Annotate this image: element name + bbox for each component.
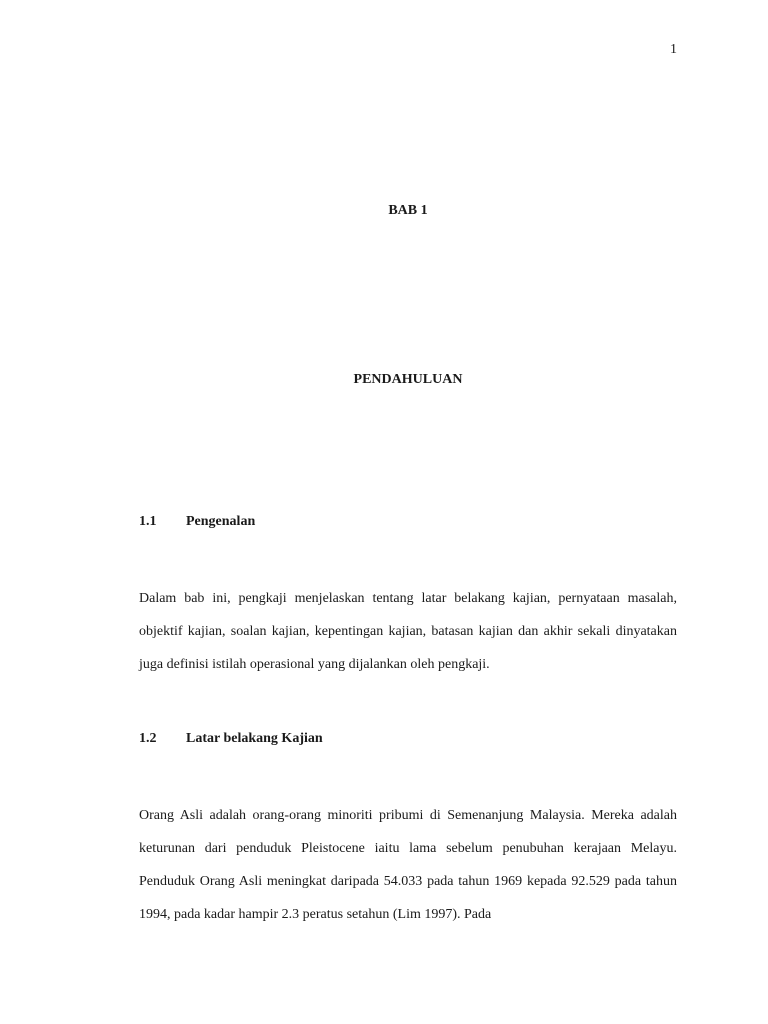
section-heading-1-1 <box>139 514 255 530</box>
section-heading-1-2 <box>139 731 323 747</box>
section-paragraph-1-2: Orang Asli adalah orang-orang minoriti pribumi di Semenanjung Malaysia. Mereka adalah keturunan dari penduduk Pleistocene iaitu lama sebelum penubuhan kerajaan Melayu. Penduduk Orang Asli meningkat daripada 54.033 pada tahun 1969 kepada 92.529 pada tahun 1994, pada kadar hampir 2.3 peratus setahun (Lim 1997). Pada <box>139 808 677 922</box>
chapter-label: BAB 1 <box>388 203 428 218</box>
section-number: 1.2 <box>139 731 157 746</box>
section-title: Latar belakang Kajian <box>186 731 323 746</box>
page-number: 1 <box>670 42 677 57</box>
section-paragraph-1-1: Dalam bab ini, pengkaji menjelaskan tentang latar belakang kajian, pernyataan masalah, objektif kajian, soalan kajian, kepentingan kajian, batasan kajian dan akhir sekali dinyatakan juga definisi istilah operasional yang dijalankan oleh pengkaji. <box>139 591 677 672</box>
section-title: Pengenalan <box>186 514 256 529</box>
section-number: 1.1 <box>139 514 157 529</box>
chapter-title: PENDAHULUAN <box>353 372 463 387</box>
